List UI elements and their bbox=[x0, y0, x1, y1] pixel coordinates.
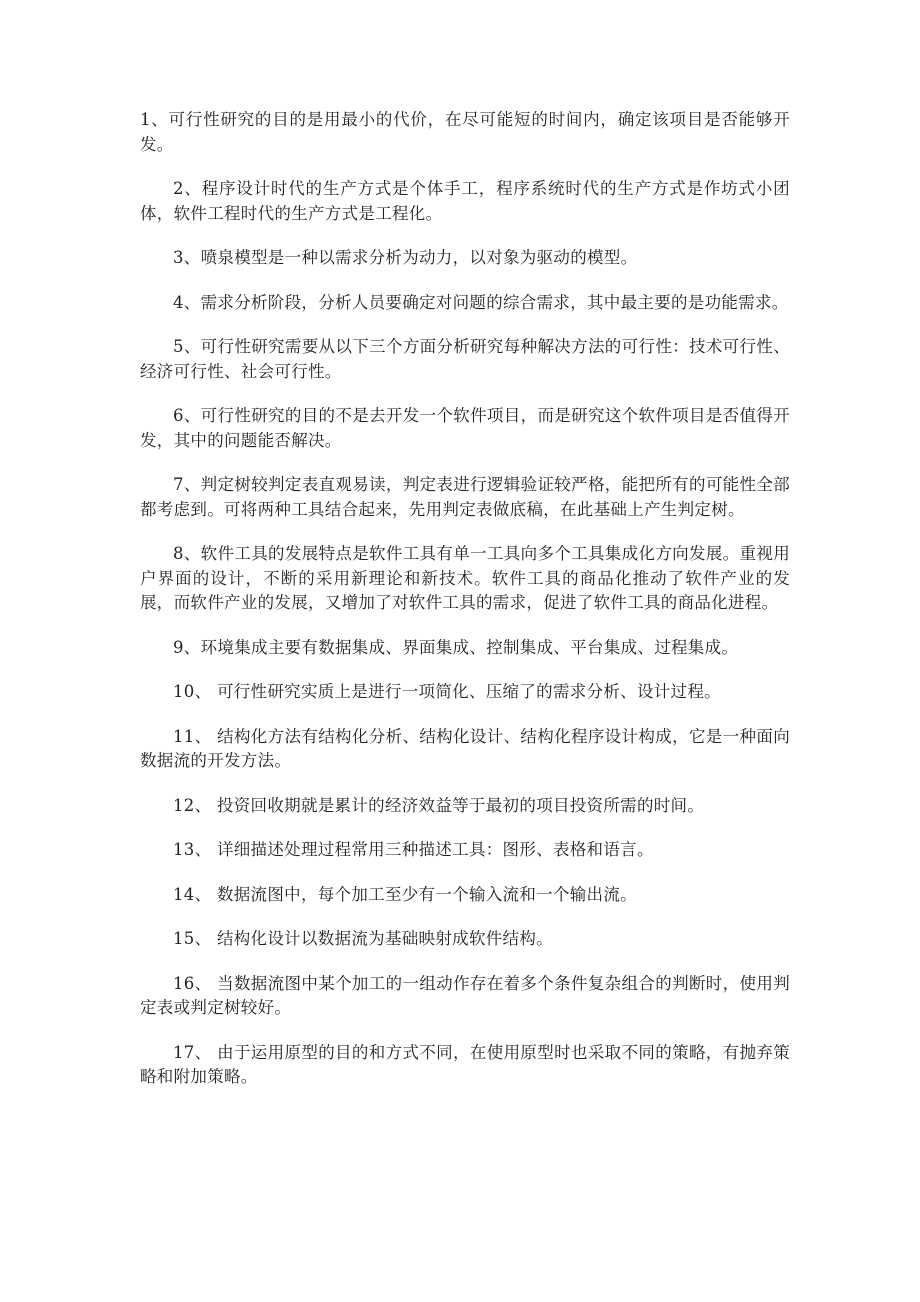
paragraph-2: 2、程序设计时代的生产方式是个体手工，程序系统时代的生产方式是作坊式小团体，软件工程时代的生产方式是工程化。 bbox=[140, 179, 790, 223]
document-body bbox=[140, 108, 790, 1110]
paragraph-4: 4、需求分析阶段，分析人员要确定对问题的综合需求，其中最主要的是功能需求。 bbox=[173, 292, 789, 312]
paragraph-9: 9、环境集成主要有数据集成、界面集成、控制集成、平台集成、过程集成。 bbox=[173, 637, 739, 657]
paragraph-3: 3、喷泉模型是一种以需求分析为动力，以对象为驱动的模型。 bbox=[173, 248, 638, 267]
paragraph-16: 16、 当数据流图中某个加工的一组动作存在着多个条件复杂组合的判断时，使用判定表或判定树较好。 bbox=[140, 973, 790, 1017]
paragraph-15: 15、 结构化设计以数据流为基础映射成软件结构。 bbox=[173, 929, 553, 948]
paragraph-14: 14、 数据流图中，每个加工至少有一个输入流和一个输出流。 bbox=[173, 884, 637, 904]
paragraph-17: 17、 由于运用原型的目的和方式不同，在使用原型时也采取不同的策略，有抛弃策略和附加策略。 bbox=[140, 1042, 790, 1086]
paragraph-12: 12、 投资回收期就是累计的经济效益等于最初的项目投资所需的时间。 bbox=[173, 795, 705, 815]
paragraph-1: 1、可行性研究的目的是用最小的代价，在尽可能短的时间内，确定该项目是否能够开发。 bbox=[140, 110, 790, 154]
paragraph-5: 5、可行性研究需要从以下三个方面分析研究每种解决方法的可行性：技术可行性、经济可行性、社会可行性。 bbox=[140, 337, 790, 381]
paragraph-8: 8、软件工具的发展特点是软件工具有单一工具向多个工具集成化方向发展。重视用户界面的设计，不断的采用新理论和新技术。软件工具的商品化推动了软件产业的发展，而软件产业的发展，又增加了对软件工具的需求，促进了软件工具的商品化进程。 bbox=[140, 544, 790, 612]
paragraph-6: 6、可行性研究的目的不是去开发一个软件项目，而是研究这个软件项目是否值得开发，其中的问题能否解决。 bbox=[140, 406, 790, 450]
paragraph-13: 13、 详细描述处理过程常用三种描述工具：图形、表格和语言。 bbox=[173, 840, 654, 859]
paragraph-7: 7、判定树较判定表直观易读，判定表进行逻辑验证较严格，能把所有的可能性全部都考虑到。可将两种工具结合起来，先用判定表做底稿，在此基础上产生判定树。 bbox=[140, 475, 790, 519]
paragraph-11: 11、 结构化方法有结构化分析、结构化设计、结构化程序设计构成，它是一种面向数据流的开发方法。 bbox=[140, 726, 790, 770]
paragraph-10: 10、 可行性研究实质上是进行一项简化、压缩了的需求分析、设计过程。 bbox=[173, 682, 721, 701]
